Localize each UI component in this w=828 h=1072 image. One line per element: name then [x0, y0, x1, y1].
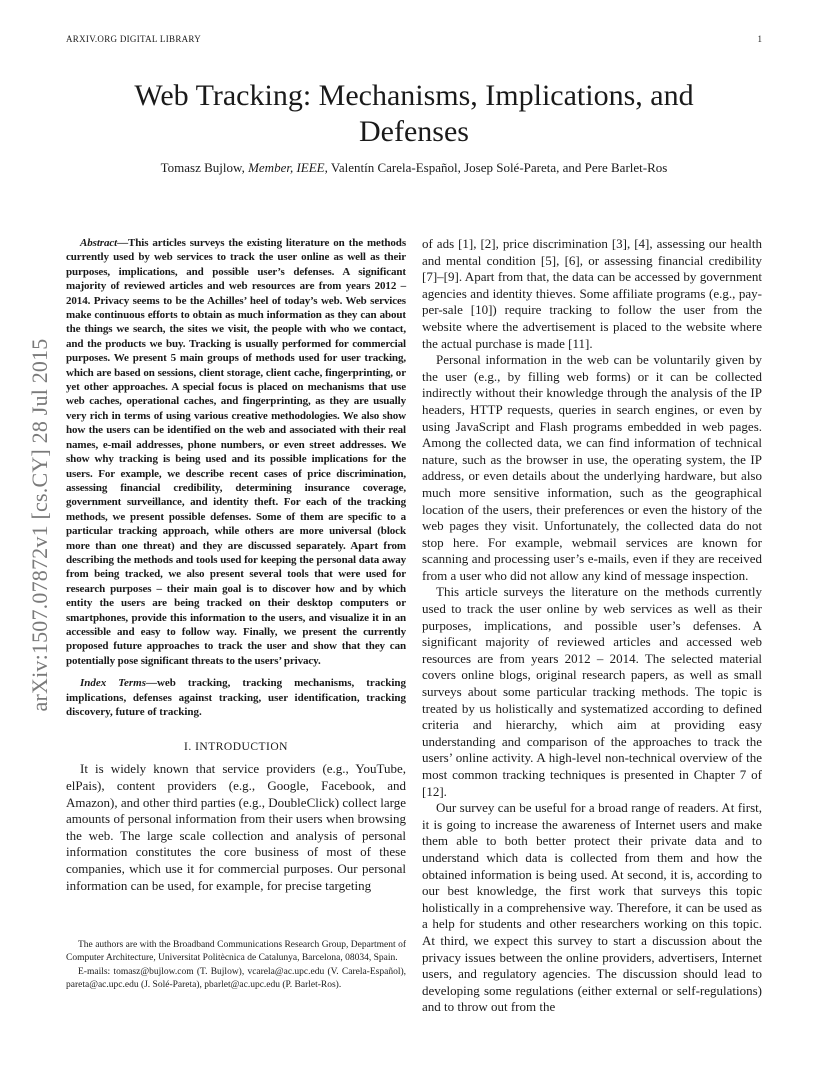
abstract-text: —This articles surveys the existing literature on the methods currently used by web services to track the user online as well as their purposes, implications, and possible user’s defenses. A significant majority of reviewed articles and web resources are from years 2012 – 2014. Privacy seems to be the Achilles’ heel of today’s web. Web services make continuous efforts to obtain as much information as they can about the things we search, the sites we visit, the people with who we contact, and the products we buy. Tracking is usually performed for commercial purposes. We present 5 main groups of methods used for user tracking, which are based on sessions, client storage, client cache, fingerprinting, or yet other approaches. A special focus is placed on mechanisms that use web caches, operational caches, and fingerprinting, as they are usually very rich in terms of using various creative methodologies. We also show how the users can be identified on the web and associated with their real names, e-mail addresses, phone numbers, or even street addresses. We show why tracking is being used and its possible implications for the users. For example, we describe recent cases of price discrimination, assessing financial credibility, determining insurance coverage, government surveillance, and identity theft. For each of the tracking methods, we present possible defenses. Some of them are specific to a particular tracking approach, while others are more universal (block more than one threat) and they are discussed separately. Apart from describing the methods and tools used for keeping the personal data away from being tracked, we also present several tools that were used for research purposes – their main goal is to discover how and by which entity the users are being tracked on their desktop computers or smartphones, provide this information to the users, and visualize it in an accessible and easy to follow way. Finally, we present the currently proposed future approaches to track the user and show that they can potentially pose significant threats to the users’ privacy. [66, 237, 406, 667]
intro-paragraph-4: Our survey can be useful for a broad range of readers. At first, it is going to increase the awareness of Internet users and make them able to both better protect their private data and to understand which data is collected from them and how the obtained information is being used. At second, it is, according to our best knowledge, the first work that surveys this topic holistically in a comprehensive way. Therefore, it can be used as a help for students and other researchers working on this topic. At third, we expect this survey to start a discussion about the privacy issues between the online providers, advertisers, Internet users, and regulatory agencies. The discussion should lead to developing some regulations (either external or self-regulations) and to throw out from the [422, 800, 762, 1015]
abstract [66, 236, 406, 668]
arxiv-side-stamp: arXiv:1507.07872v1 [cs.CY] 28 Jul 2015 [27, 338, 52, 712]
index-terms [66, 676, 406, 719]
authors-member-note: Member, IEEE, [248, 160, 328, 175]
left-column [66, 236, 406, 894]
right-column [422, 236, 762, 1016]
running-head: ARXIV.ORG DIGITAL LIBRARY [66, 34, 202, 44]
footnote-affiliation: The authors are with the Broadband Communications Research Group, Department of Computer Architecture, Universitat Politècnica de Catalunya, Barcelona, 08034, Spain. [66, 940, 406, 963]
footnote-emails: E-mails: tomasz@bujlow.com (T. Bujlow), vcarela@ac.upc.edu (V. Carela-Español), pareta@ac.upc.edu (J. Solé-Pareta), pbarlet@ac.upc.edu (P. Barlet-Ros). [66, 967, 406, 990]
page-number: 1 [757, 34, 762, 44]
intro-paragraph-continued: of ads [1], [2], price discrimination [3], [4], assessing our health and mental condition [5], [6], or assessing financial credibility [7]–[9]. Apart from that, the data can be accessed by government agencies and identity thieves. Some affiliate programs (e.g., pay-per-sale [10]) require tracking to follow the user from the website where the advertisement is placed to the website where the actual purchase is made [11]. [422, 236, 762, 351]
index-terms-text: —web tracking, tracking mechanisms, tracking implications, defenses against tracking, user identification, tracking discovery, future of tracking. [66, 677, 406, 718]
footnotes [66, 939, 406, 991]
intro-paragraph-2: Personal information in the web can be voluntarily given by the user (e.g., by filling web forms) or it can be collected indirectly without their knowledge through the analysis of the IP headers, HTTP requests, queries in search engines, or even by using JavaScript and Flash programs embedded in web pages. Among the collected data, we can find information of technical nature, such as the browser in use, the operating system, the IP address, or even details about the underlying hardware, but also much more sensitive information, such as the geographical location of the users, their preferences or even the history of the web pages they visit. Unfortunately, the collected data do not stop here. For example, webmail services are known for scanning and processing user’s e-mails, even if they are received from a user who did not allow any kind of message inspection. [422, 352, 762, 583]
author-list [66, 160, 762, 176]
authors-part-2: Valentín Carela-Español, Josep Solé-Pareta, and Pere Barlet-Ros [327, 160, 668, 175]
intro-paragraph-1: It is widely known that service providers (e.g., YouTube, elPais), content providers (e.g., Google, Facebook, and Amazon), and other third parties (e.g., DoubleClick) collect large amounts of personal information from their users when browsing the web. The large scale collection and analysis of personal information constitutes the core business of most of these companies, which use it for commercial purposes. Our personal information can be used, for example, for precise targeting [66, 761, 406, 893]
intro-paragraph-3: This article surveys the literature on the methods currently used to track the user online by web services as well as their purposes, implications, and possible user’s defenses. A significant majority of reviewed articles and accessed web resources are from years 2012 – 2014. The selected material covers online blogs, original research papers, as well as small surveys about some particular tracking methods. The topic is treated by us holistically and systematized according to defined criteria and hierarchy, which aim at providing easy understanding and comparison of the approaches to track the users’ online activity. A high-level non-technical overview of the most common tracking techniques is presented in Chapter 7 of [12]. [422, 584, 762, 799]
section-heading-introduction: I. INTRODUCTION [184, 741, 288, 754]
abstract-label: Abstract [80, 237, 118, 249]
index-terms-label: Index Terms [80, 677, 146, 690]
paper-title: Web Tracking: Mechanisms, Implications, and Defenses [134, 79, 694, 148]
authors-part-1: Tomasz Bujlow, [160, 160, 249, 175]
